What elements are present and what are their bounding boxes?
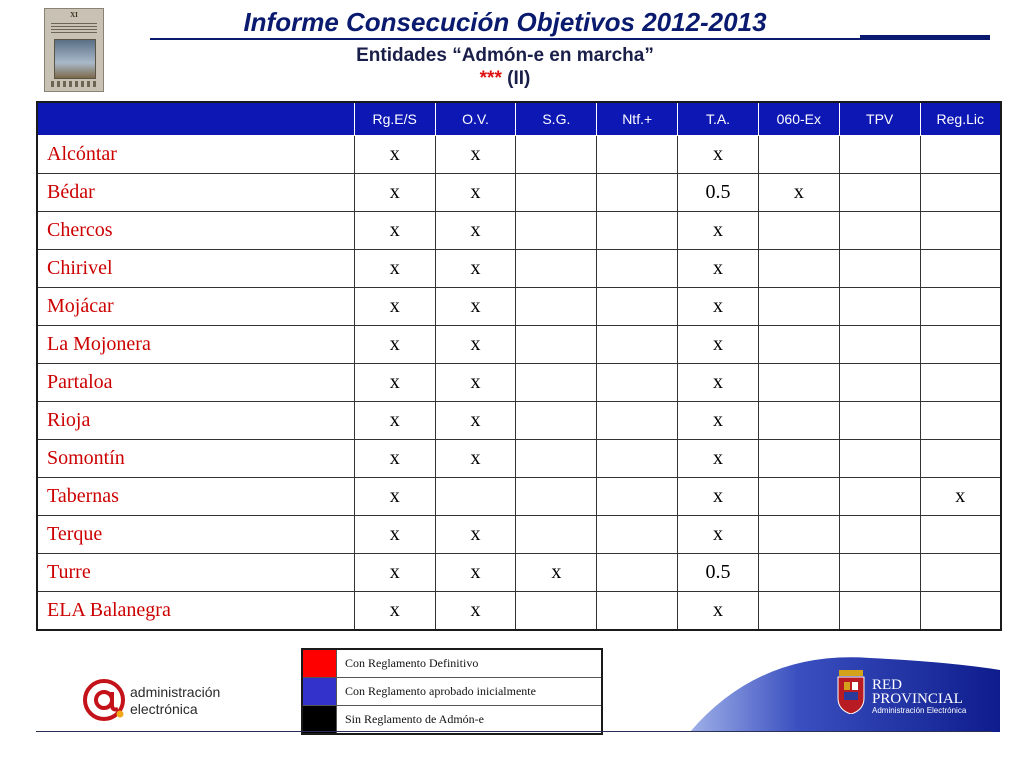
legend-row [302,678,602,706]
status-cell [516,288,597,326]
status-cell [758,364,839,402]
legend-swatch [302,706,337,735]
admin-logo-line2: electrónica [130,701,198,717]
status-cell: x [678,478,759,516]
status-cell [758,212,839,250]
status-cell: x [354,288,435,326]
status-cell [516,592,597,631]
status-cell [920,212,1001,250]
entity-name: Somontín [37,440,354,478]
status-cell [839,364,920,402]
status-cell: x [435,174,516,212]
entity-name: Partaloa [37,364,354,402]
at-sign-icon [82,678,126,722]
coat-of-arms-icon [836,670,866,714]
header-blank-cell [37,102,354,136]
entity-name: Chirivel [37,250,354,288]
status-cell: x [678,326,759,364]
page-title: Informe Consecución Objetivos 2012-2013 [150,6,860,38]
legend-row [302,706,602,735]
status-cell: x [435,440,516,478]
table-row [37,288,1001,326]
status-cell [516,212,597,250]
status-cell: x [435,136,516,174]
status-cell: x [678,516,759,554]
status-cell: x [516,554,597,592]
status-cell [920,250,1001,288]
status-cell [920,364,1001,402]
status-cell: x [354,402,435,440]
status-cell [839,288,920,326]
status-cell: x [354,212,435,250]
red-logo-line2: PROVINCIAL [872,691,963,707]
cover-image [54,39,96,79]
entity-name: Mojácar [37,288,354,326]
table-body [37,136,1001,631]
status-cell [516,440,597,478]
status-cell [435,478,516,516]
status-cell [597,516,678,554]
status-cell [839,250,920,288]
status-cell: x [758,174,839,212]
page-subtitle: Entidades “Admón-e en marcha” [356,45,654,66]
admin-electronica-logo [82,678,232,726]
status-cell: x [678,212,759,250]
cover-text-lines [51,23,97,35]
status-cell [758,440,839,478]
table-row [37,592,1001,631]
entity-name: Bédar [37,174,354,212]
legend-label: Con Reglamento Definitivo [337,649,603,678]
table-row [37,516,1001,554]
status-cell [758,136,839,174]
status-cell [516,516,597,554]
status-cell: x [678,592,759,631]
status-cell: x [435,326,516,364]
status-cell [920,288,1001,326]
status-cell [516,326,597,364]
entity-name: Terque [37,516,354,554]
status-cell [920,136,1001,174]
status-cell: x [678,288,759,326]
status-cell: x [435,554,516,592]
legend-label: Sin Reglamento de Admón-e [337,706,603,735]
status-cell [758,592,839,631]
status-cell [758,288,839,326]
entity-name: Rioja [37,402,354,440]
status-cell [920,174,1001,212]
cover-thumbnail [44,8,104,92]
legend-row [302,649,602,678]
entity-name: Tabernas [37,478,354,516]
status-cell [839,136,920,174]
status-cell [839,592,920,631]
status-cell: x [354,250,435,288]
column-header: Reg.Lic [920,102,1001,136]
status-cell: x [435,402,516,440]
status-cell: x [920,478,1001,516]
objectives-table [36,101,1002,631]
column-header: O.V. [435,102,516,136]
table-row [37,212,1001,250]
status-cell: 0.5 [678,554,759,592]
part-label: (II) [507,68,531,89]
status-cell [839,402,920,440]
status-cell [516,364,597,402]
legend-swatch [302,649,337,678]
table-row [37,326,1001,364]
status-cell: 0.5 [678,174,759,212]
status-cell [597,554,678,592]
stars-marker: *** [479,68,502,89]
status-cell: x [435,516,516,554]
status-cell: x [354,364,435,402]
entity-name: Alcóntar [37,136,354,174]
status-cell: x [678,440,759,478]
status-cell [839,554,920,592]
status-cell [758,478,839,516]
status-cell [597,212,678,250]
table-row [37,250,1001,288]
table-header-row [37,102,1001,136]
status-cell [597,136,678,174]
legend-label: Con Reglamento aprobado inicialmente [337,678,603,706]
status-cell [516,250,597,288]
column-header: T.A. [678,102,759,136]
status-cell [920,326,1001,364]
status-cell [516,478,597,516]
cover-number: XI [70,11,78,19]
status-cell: x [354,592,435,631]
status-cell [516,174,597,212]
status-cell [758,326,839,364]
entity-name: Chercos [37,212,354,250]
table-row [37,440,1001,478]
status-cell [839,516,920,554]
column-header: Ntf.+ [597,102,678,136]
status-cell: x [354,174,435,212]
status-cell: x [354,136,435,174]
status-cell [839,326,920,364]
column-header: TPV [839,102,920,136]
column-header: 060-Ex [758,102,839,136]
status-cell [920,402,1001,440]
status-cell [839,212,920,250]
status-cell [839,440,920,478]
status-cell [920,440,1001,478]
status-cell [758,402,839,440]
entity-name: ELA Balanegra [37,592,354,631]
table-row [37,174,1001,212]
status-cell: x [435,592,516,631]
table-row [37,364,1001,402]
status-cell [516,402,597,440]
status-cell [516,136,597,174]
status-cell: x [435,250,516,288]
footer-rule [36,731,992,732]
status-cell [920,592,1001,631]
legend-swatch [302,678,337,706]
status-cell: x [354,516,435,554]
red-logo-line3: Administración Electrónica [872,706,967,715]
status-cell: x [678,402,759,440]
status-cell: x [435,288,516,326]
status-cell [839,174,920,212]
page-subtitle-part [150,67,860,91]
status-cell [839,478,920,516]
status-cell [597,288,678,326]
entity-name: Turre [37,554,354,592]
status-cell: x [678,250,759,288]
admin-logo-line1: administración [130,684,221,700]
status-cell [920,516,1001,554]
table-row [37,478,1001,516]
status-cell [597,326,678,364]
status-cell [597,250,678,288]
status-cell [758,250,839,288]
status-cell: x [435,364,516,402]
status-cell [758,516,839,554]
status-cell: x [678,364,759,402]
table-row [37,402,1001,440]
table-row [37,136,1001,174]
status-cell [597,364,678,402]
status-cell [597,592,678,631]
entity-name: La Mojonera [37,326,354,364]
status-cell [597,174,678,212]
cover-footer [51,81,97,87]
status-cell: x [435,212,516,250]
status-cell [920,554,1001,592]
status-cell [597,478,678,516]
table-row [37,554,1001,592]
status-cell [758,554,839,592]
column-header: S.G. [516,102,597,136]
status-cell [597,402,678,440]
status-cell: x [354,440,435,478]
legend [301,648,603,735]
status-cell: x [354,554,435,592]
status-cell [597,440,678,478]
column-header: Rg.E/S [354,102,435,136]
status-cell: x [354,478,435,516]
red-logo-line1: RED [872,677,902,693]
status-cell: x [678,136,759,174]
status-cell: x [354,326,435,364]
